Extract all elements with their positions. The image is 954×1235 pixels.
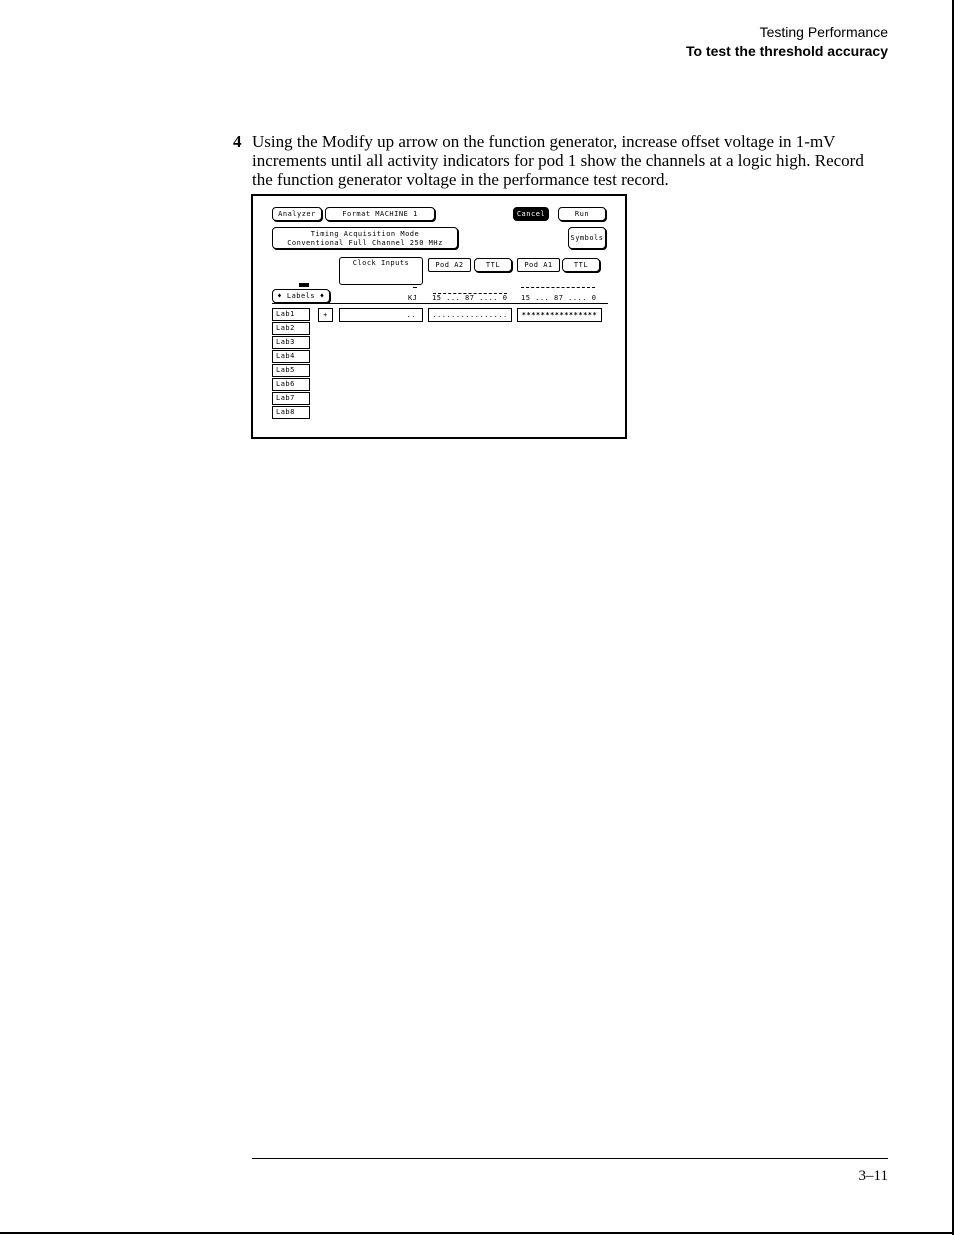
format-machine-button[interactable]: Format MACHINE 1 [325, 207, 435, 221]
label-row-1[interactable]: Lab1 [272, 308, 310, 321]
clock-inputs-field[interactable]: Clock Inputs [339, 257, 423, 285]
symbols-button[interactable]: Symbols [568, 227, 606, 249]
clock-activity-field[interactable]: .. [339, 308, 423, 322]
pod-a1-activity-field[interactable]: **************** [517, 308, 602, 322]
pod-a2-threshold-button[interactable]: TTL [474, 258, 512, 272]
page-number: 3–11 [858, 1168, 888, 1184]
pod-a2-activity-field[interactable]: ................ [428, 308, 512, 322]
footer-rule [252, 1158, 888, 1159]
label-row-8[interactable]: Lab8 [272, 406, 310, 419]
polarity-button[interactable]: + [318, 308, 333, 322]
label-row-7[interactable]: Lab7 [272, 392, 310, 405]
run-button[interactable]: Run [558, 207, 606, 221]
label-row-4[interactable]: Lab4 [272, 350, 310, 363]
acquisition-mode-detail: Conventional Full Channel 250 MHz [287, 239, 443, 247]
step-number: 4 [233, 132, 242, 151]
labels-scroll-marker [299, 283, 309, 287]
pod-a2-field[interactable]: Pod A2 [428, 258, 471, 272]
label-row-6[interactable]: Lab6 [272, 378, 310, 391]
running-header-section: To test the threshold accuracy [685, 43, 888, 59]
assignment-header-rule [272, 303, 608, 304]
running-header-chapter: Testing Performance [759, 24, 888, 40]
pod-a2-bit-header: 15 ... 87 .... 0 [432, 294, 508, 302]
labels-scroll-button[interactable]: ♦ Labels ♦ [272, 289, 330, 303]
step-text: Using the Modify up arrow on the function generator, increase offset voltage in 1-mV increments until all activity indicators for pod 1 show the channels at a logic high. Record the function generator voltage in the performance test record. [252, 132, 864, 189]
clock-header: KJ [408, 294, 418, 302]
label-row-3[interactable]: Lab3 [272, 336, 310, 349]
pod-a1-bit-header: 15 ... 87 .... 0 [521, 294, 597, 302]
acquisition-mode-title: Timing Acquisition Mode [310, 230, 420, 238]
pod-a1-threshold-button[interactable]: TTL [562, 258, 600, 272]
page-edge-bottom [0, 1232, 954, 1234]
pod-a1-field[interactable]: Pod A1 [517, 258, 560, 272]
clock-header-marker [413, 287, 417, 288]
analyzer-screenshot [251, 194, 627, 439]
cancel-button[interactable]: Cancel [513, 207, 549, 221]
label-row-5[interactable]: Lab5 [272, 364, 310, 377]
analyzer-button[interactable]: Analyzer [272, 207, 322, 221]
pod-a1-header-rule [521, 287, 595, 288]
label-row-2[interactable]: Lab2 [272, 322, 310, 335]
acquisition-mode-field[interactable] [272, 227, 458, 249]
